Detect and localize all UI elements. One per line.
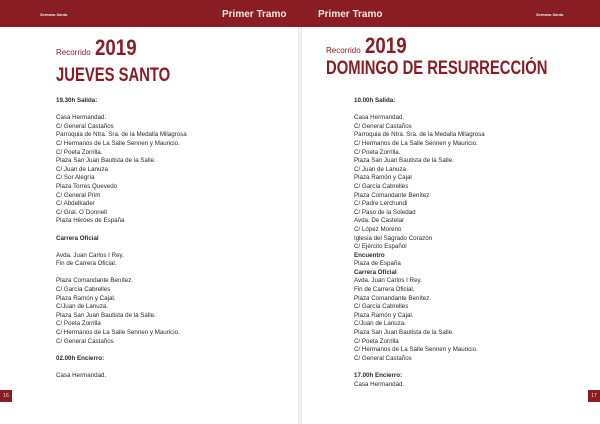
route-stop: C/ Abdelkader bbox=[56, 200, 95, 208]
route-stop: C/ Juan de Lanuza bbox=[56, 165, 108, 173]
right-route-list bbox=[354, 97, 485, 389]
right-page bbox=[302, 27, 600, 424]
route-stop: C/ Hermanos de La Salle Sennen y Mauricio. bbox=[56, 329, 180, 337]
left-year: 2019 bbox=[94, 35, 137, 60]
route-section-heading: 10.00h Salida: bbox=[354, 97, 396, 104]
route-stop bbox=[56, 269, 187, 278]
route-stop: C/ Poeta Zorrilla bbox=[354, 337, 399, 345]
route-stop: C/ Hermanos de La Salle Sennen y Mauricio. bbox=[354, 346, 478, 354]
left-title: JUEVES SANTO bbox=[56, 65, 171, 86]
route-stop: C/ Ejército Español bbox=[354, 243, 407, 251]
route-section-heading: Carrera Oficial bbox=[354, 268, 397, 276]
route-stop: Plaza San Juan Bautista de la Salle. bbox=[354, 157, 454, 165]
route-stop: Plaza San Juan Bautista de la Salle. bbox=[56, 311, 156, 319]
right-title: DOMINGO DE RESURRECCIÓN bbox=[326, 58, 548, 79]
header-left-small: Semana Santa bbox=[40, 12, 68, 17]
route-stop: Plaza San Juan Bautista de la Salle. bbox=[354, 329, 454, 337]
right-recorrido-label: Recorrido bbox=[326, 46, 361, 55]
route-stop: C/ López Moreno bbox=[354, 225, 402, 233]
left-recorrido-label: Recorrido bbox=[56, 48, 91, 57]
route-stop: Plaza Comandante Benítez. bbox=[354, 294, 432, 302]
route-stop: Plaza de España bbox=[354, 260, 401, 268]
route-stop: C/ Poeta Zorrilla. bbox=[354, 148, 401, 156]
route-stop: C/Juan de Lanuza. bbox=[354, 320, 406, 328]
route-stop: Fin de Carrera Oficial. bbox=[56, 260, 117, 268]
route-stop: Parroquia de Ntra. Sra. de la Medalla Milagrosa bbox=[354, 131, 485, 139]
route-stop: Fin de Carrera Oficial. bbox=[354, 286, 415, 294]
route-stop: C/ Gral. O´Donnell bbox=[56, 208, 107, 216]
route-stop: C/ Padre Lerchundi bbox=[354, 200, 408, 208]
route-stop: C/ Juan de Lanuza bbox=[354, 165, 406, 173]
route-stop: Plaza San Juan Bautista de la Salle. bbox=[56, 157, 156, 165]
route-stop: Plaza Ramón y Cajal bbox=[354, 174, 412, 182]
route-stop bbox=[56, 106, 187, 115]
route-section-heading: Carrera Oficial bbox=[56, 234, 99, 242]
route-stop: Plaza Héroes de España bbox=[56, 217, 125, 225]
route-stop: Iglesia del Sagrado Corazón bbox=[354, 234, 433, 242]
route-stop: Casa Hermandad. bbox=[354, 380, 405, 388]
route-stop: C/ Paso de la Soledad bbox=[354, 208, 416, 216]
route-stop: Plaza Ramón y Cajal. bbox=[354, 311, 414, 319]
route-stop: C/ General Castaños bbox=[354, 122, 412, 130]
route-stop: Casa Hermandad. bbox=[354, 114, 405, 122]
route-stop: C/ Hermanos de La Salle Sennen y Mauricio. bbox=[56, 139, 180, 147]
route-stop: C/ General Castaños bbox=[56, 337, 114, 345]
route-section-heading: Encuentro bbox=[354, 251, 385, 259]
header-right-small: Semana Santa bbox=[536, 12, 564, 17]
route-stop bbox=[56, 226, 187, 235]
left-page-number: 16 bbox=[0, 390, 12, 402]
route-stop: C/ Hermanos de La Salle Sennen y Mauricio. bbox=[354, 139, 478, 147]
route-stop: C/ General Castaños bbox=[354, 354, 412, 362]
left-heading bbox=[56, 35, 144, 61]
route-section-heading: 02.00h Encierro: bbox=[56, 354, 105, 362]
route-section-heading: 19.30h Salida: bbox=[56, 97, 98, 104]
route-stop: Avda. Juan Carlos I Rey. bbox=[56, 251, 124, 259]
route-stop: C/ Sor Alegría bbox=[56, 174, 95, 182]
header-bar bbox=[0, 0, 600, 27]
route-stop: Parroquia de Ntra. Sra. de la Medalla Milagrosa bbox=[56, 131, 187, 139]
left-route-list bbox=[56, 97, 187, 381]
route-section-heading: 17.00h Encierro: bbox=[354, 372, 403, 379]
route-stop: C/ Poeta Zorrilla bbox=[56, 320, 101, 328]
route-stop bbox=[354, 363, 485, 372]
route-stop: C/ García Cabrelles bbox=[354, 303, 409, 311]
route-stop bbox=[56, 243, 187, 252]
left-page bbox=[0, 27, 298, 424]
header-right-title: Primer Tramo bbox=[318, 9, 383, 20]
right-page-number: 17 bbox=[588, 390, 600, 402]
right-heading bbox=[326, 33, 414, 59]
route-stop bbox=[56, 346, 187, 355]
route-stop: C/Juan de Lanuza. bbox=[56, 303, 108, 311]
route-stop: C/ García Cabrelles bbox=[56, 286, 111, 294]
route-stop: Casa Hermandad. bbox=[56, 114, 107, 122]
route-stop: C/ General Castaños bbox=[56, 122, 114, 130]
route-stop bbox=[354, 106, 485, 115]
route-stop: C/ García Cabrelles bbox=[354, 182, 409, 190]
route-stop bbox=[56, 363, 187, 372]
route-stop: Avda. Juan Carlos I Rey. bbox=[354, 277, 422, 285]
route-stop: Plaza Torres Quevedo bbox=[56, 182, 118, 190]
route-stop: Plaza Comandante Benítez bbox=[354, 191, 430, 199]
header-left-title: Primer Tramo bbox=[222, 9, 287, 20]
route-stop: Avda. De Castelar bbox=[354, 217, 405, 225]
route-stop: Casa Hermandad. bbox=[56, 372, 107, 379]
right-year: 2019 bbox=[364, 33, 407, 58]
route-stop: Plaza Ramón y Cajal. bbox=[56, 294, 116, 302]
route-stop: Plaza Comandante Benítez. bbox=[56, 277, 134, 285]
route-stop: C/ Poeta Zorrilla. bbox=[56, 148, 103, 156]
route-stop: C/ General Prim bbox=[56, 191, 101, 199]
